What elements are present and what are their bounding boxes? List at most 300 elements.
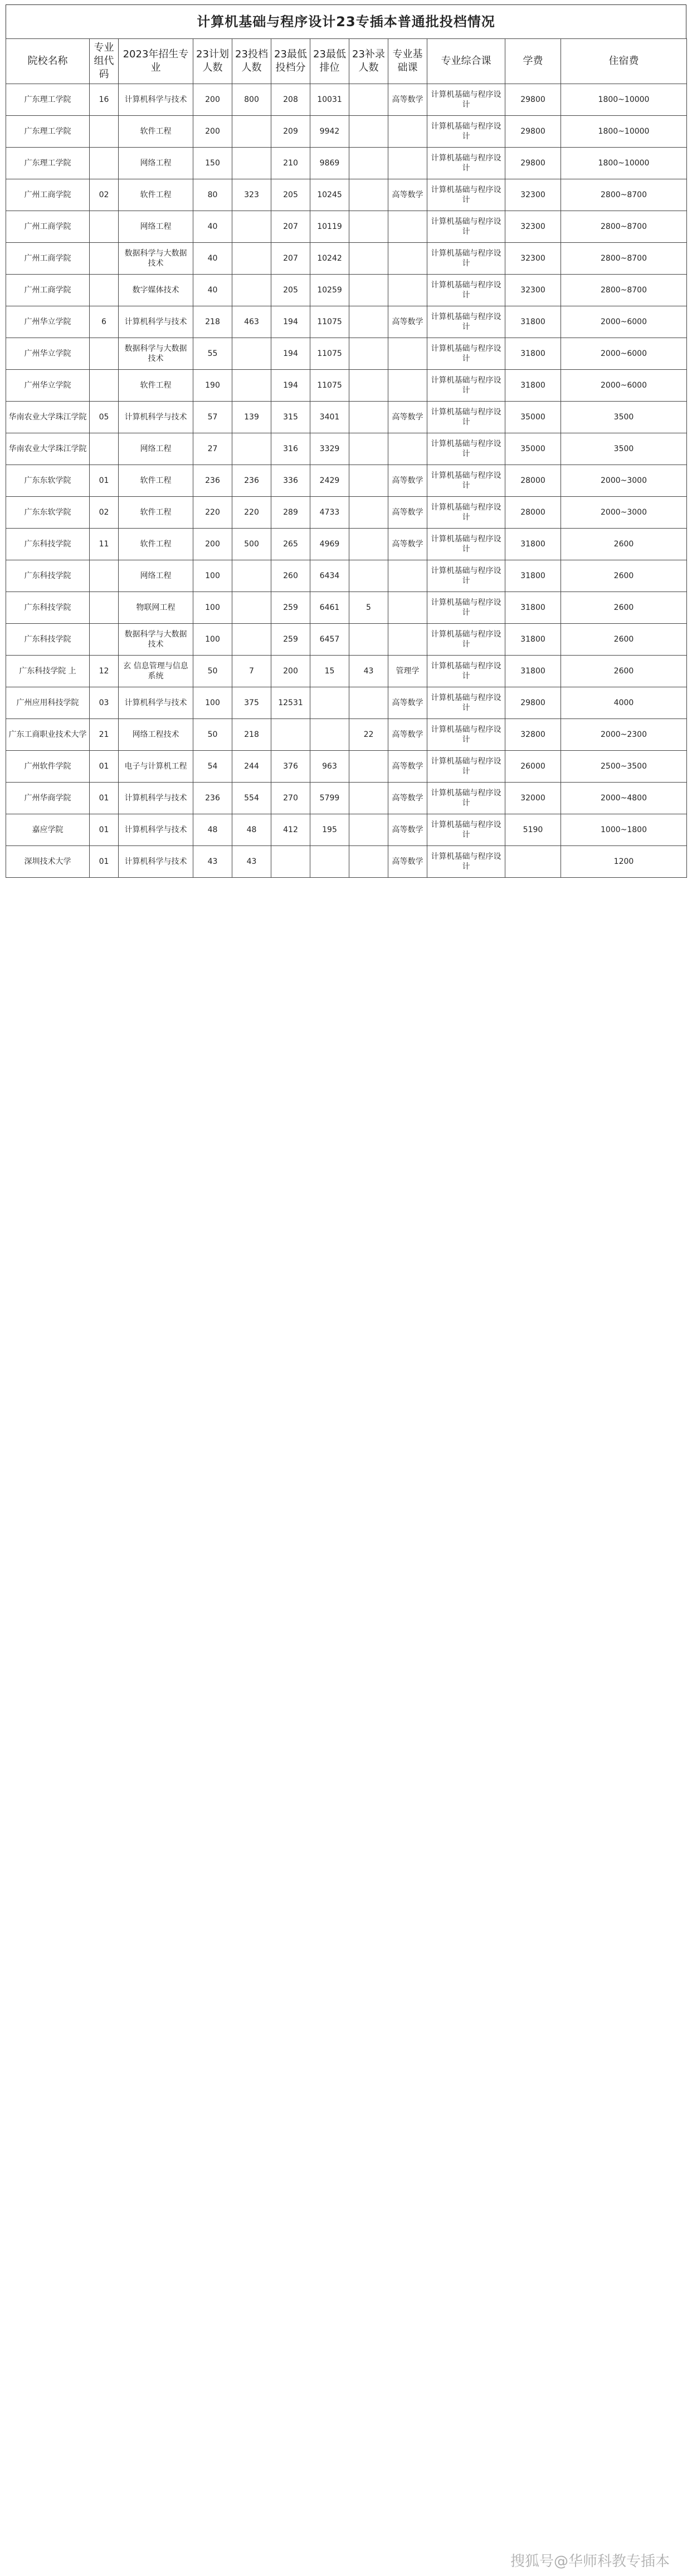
table-cell (310, 719, 349, 751)
table-cell: 高等数学 (388, 84, 427, 116)
table-cell: 48 (193, 814, 232, 846)
table-cell: 54 (193, 751, 232, 783)
table-cell: 软件工程 (119, 179, 193, 211)
table-cell: 12531 (271, 687, 310, 719)
table-cell (90, 116, 119, 148)
table-cell: 31800 (505, 624, 561, 656)
table-cell (232, 624, 271, 656)
table-cell: 6457 (310, 624, 349, 656)
table-row (6, 84, 687, 116)
table-cell: 计算机基础与程序设计 (427, 433, 505, 465)
table-cell: 1800~10000 (561, 148, 687, 179)
table-cell: 26000 (505, 751, 561, 783)
table-cell: 800 (232, 84, 271, 116)
table-cell: 2800~8700 (561, 179, 687, 211)
table-cell (349, 179, 388, 211)
table-cell: 2429 (310, 465, 349, 497)
header-cell: 23补录人数 (349, 39, 388, 84)
table-cell (90, 338, 119, 370)
table-row (6, 783, 687, 814)
table-cell: 21 (90, 719, 119, 751)
watermark: 搜狐号@华师科教专插本 (510, 2553, 670, 2570)
table-cell (505, 846, 561, 878)
table-cell: 209 (271, 116, 310, 148)
table-cell (232, 211, 271, 243)
table-cell: 01 (90, 846, 119, 878)
table-cell (349, 497, 388, 529)
table-row (6, 402, 687, 433)
table-cell (232, 592, 271, 624)
table-cell: 260 (271, 560, 310, 592)
table-cell (349, 370, 388, 402)
table-cell: 2800~8700 (561, 211, 687, 243)
header-cell: 专业综合课 (427, 39, 505, 84)
table-cell: 计算机基础与程序设计 (427, 243, 505, 275)
table-row (6, 687, 687, 719)
table-row (6, 751, 687, 783)
table-cell: 7 (232, 656, 271, 687)
table-cell: 218 (232, 719, 271, 751)
table-cell: 205 (271, 179, 310, 211)
table-row (6, 243, 687, 275)
table-cell (349, 433, 388, 465)
admission-table (6, 38, 687, 878)
table-cell (310, 687, 349, 719)
table-row (6, 148, 687, 179)
table-cell: 广州华商学院 (6, 783, 90, 814)
table-cell: 广东工商职业技术大学 (6, 719, 90, 751)
admission-sheet (6, 4, 686, 878)
table-cell: 35000 (505, 402, 561, 433)
table-cell: 软件工程 (119, 465, 193, 497)
table-cell (388, 370, 427, 402)
table-cell (349, 402, 388, 433)
table-cell: 29800 (505, 84, 561, 116)
table-cell: 计算机基础与程序设计 (427, 84, 505, 116)
table-cell: 375 (232, 687, 271, 719)
table-cell: 31800 (505, 592, 561, 624)
table-cell: 289 (271, 497, 310, 529)
table-cell: 6434 (310, 560, 349, 592)
table-cell: 100 (193, 687, 232, 719)
table-cell: 11075 (310, 306, 349, 338)
table-cell: 高等数学 (388, 687, 427, 719)
table-cell: 32300 (505, 275, 561, 306)
table-cell: 软件工程 (119, 529, 193, 560)
table-cell: 218 (193, 306, 232, 338)
table-cell: 220 (232, 497, 271, 529)
table-cell (232, 275, 271, 306)
table-cell: 190 (193, 370, 232, 402)
table-cell: 29800 (505, 687, 561, 719)
table-row (6, 497, 687, 529)
table-cell: 5 (349, 592, 388, 624)
table-cell: 50 (193, 719, 232, 751)
table-cell: 广东东软学院 (6, 497, 90, 529)
table-cell (349, 560, 388, 592)
table-cell: 220 (193, 497, 232, 529)
table-cell: 管理学 (388, 656, 427, 687)
table-cell: 广东科技学院 (6, 592, 90, 624)
table-cell: 2000~3000 (561, 465, 687, 497)
table-cell: 高等数学 (388, 306, 427, 338)
table-cell (349, 783, 388, 814)
header-cell: 院校名称 (6, 39, 90, 84)
table-cell: 4969 (310, 529, 349, 560)
table-cell: 205 (271, 275, 310, 306)
table-cell (349, 465, 388, 497)
table-cell: 广州应用科技学院 (6, 687, 90, 719)
table-cell: 194 (271, 338, 310, 370)
table-cell (388, 338, 427, 370)
table-cell: 计算机科学与技术 (119, 814, 193, 846)
table-row (6, 370, 687, 402)
table-cell: 物联网工程 (119, 592, 193, 624)
table-cell (232, 370, 271, 402)
table-cell: 57 (193, 402, 232, 433)
table-cell: 31800 (505, 529, 561, 560)
table-cell: 316 (271, 433, 310, 465)
table-cell: 广东理工学院 (6, 148, 90, 179)
table-cell (232, 433, 271, 465)
table-row (6, 814, 687, 846)
table-cell: 计算机科学与技术 (119, 402, 193, 433)
table-cell: 3329 (310, 433, 349, 465)
table-cell (388, 433, 427, 465)
table-cell: 02 (90, 179, 119, 211)
table-cell: 236 (193, 783, 232, 814)
table-cell: 01 (90, 783, 119, 814)
table-cell: 31800 (505, 656, 561, 687)
table-cell: 计算机基础与程序设计 (427, 719, 505, 751)
table-cell (232, 243, 271, 275)
table-cell: 网络工程 (119, 148, 193, 179)
table-cell: 计算机科学与技术 (119, 783, 193, 814)
table-cell: 计算机基础与程序设计 (427, 179, 505, 211)
table-cell: 2600 (561, 529, 687, 560)
table-row (6, 560, 687, 592)
table-cell: 315 (271, 402, 310, 433)
table-cell (388, 560, 427, 592)
table-cell: 2000~6000 (561, 306, 687, 338)
table-cell: 207 (271, 243, 310, 275)
table-cell: 高等数学 (388, 846, 427, 878)
header-cell: 23投档人数 (232, 39, 271, 84)
table-cell: 数据科学与大数据技术 (119, 624, 193, 656)
table-cell: 139 (232, 402, 271, 433)
table-cell: 32000 (505, 783, 561, 814)
table-cell (388, 116, 427, 148)
table-cell: 计算机基础与程序设计 (427, 624, 505, 656)
table-cell: 963 (310, 751, 349, 783)
table-cell: 236 (232, 465, 271, 497)
table-cell: 网络工程技术 (119, 719, 193, 751)
table-cell: 463 (232, 306, 271, 338)
table-cell (349, 211, 388, 243)
table-cell: 01 (90, 751, 119, 783)
table-cell: 2000~3000 (561, 497, 687, 529)
table-row (6, 338, 687, 370)
table-cell: 43 (349, 656, 388, 687)
table-cell: 计算机基础与程序设计 (427, 783, 505, 814)
table-cell: 计算机基础与程序设计 (427, 529, 505, 560)
table-cell: 3500 (561, 402, 687, 433)
table-cell: 高等数学 (388, 529, 427, 560)
table-cell: 5799 (310, 783, 349, 814)
table-row (6, 846, 687, 878)
table-cell: 16 (90, 84, 119, 116)
table-cell (388, 275, 427, 306)
table-cell (349, 814, 388, 846)
table-cell: 43 (193, 846, 232, 878)
table-cell (90, 148, 119, 179)
table-cell: 12 (90, 656, 119, 687)
table-cell: 35000 (505, 433, 561, 465)
table-cell: 270 (271, 783, 310, 814)
table-cell: 10242 (310, 243, 349, 275)
header-cell: 2023年招生专业 (119, 39, 193, 84)
table-cell (90, 370, 119, 402)
table-cell: 数据科学与大数据技术 (119, 243, 193, 275)
table-cell: 11075 (310, 370, 349, 402)
table-cell: 40 (193, 243, 232, 275)
table-cell: 高等数学 (388, 751, 427, 783)
table-cell (232, 116, 271, 148)
table-cell: 10259 (310, 275, 349, 306)
table-cell (388, 624, 427, 656)
table-cell (232, 560, 271, 592)
table-cell: 华南农业大学珠江学院 (6, 402, 90, 433)
table-cell (388, 592, 427, 624)
table-cell: 高等数学 (388, 402, 427, 433)
table-cell: 软件工程 (119, 116, 193, 148)
table-cell: 广州工商学院 (6, 179, 90, 211)
table-cell: 计算机科学与技术 (119, 846, 193, 878)
table-cell: 40 (193, 275, 232, 306)
table-cell: 194 (271, 306, 310, 338)
table-cell: 1200 (561, 846, 687, 878)
table-cell: 广州软件学院 (6, 751, 90, 783)
table-cell: 27 (193, 433, 232, 465)
table-cell: 195 (310, 814, 349, 846)
table-cell (388, 211, 427, 243)
table-cell: 计算机基础与程序设计 (427, 592, 505, 624)
table-cell: 150 (193, 148, 232, 179)
table-cell: 6 (90, 306, 119, 338)
table-row (6, 719, 687, 751)
table-cell: 9869 (310, 148, 349, 179)
table-cell: 高等数学 (388, 814, 427, 846)
table-cell: 210 (271, 148, 310, 179)
table-cell: 200 (193, 529, 232, 560)
table-cell: 广州工商学院 (6, 275, 90, 306)
table-cell: 计算机科学与技术 (119, 306, 193, 338)
table-cell: 259 (271, 624, 310, 656)
table-cell: 2000~4800 (561, 783, 687, 814)
table-cell: 广州工商学院 (6, 243, 90, 275)
table-cell: 2600 (561, 656, 687, 687)
table-row (6, 116, 687, 148)
table-cell: 2600 (561, 560, 687, 592)
table-cell: 200 (193, 116, 232, 148)
table-cell (388, 148, 427, 179)
table-cell: 计算机基础与程序设计 (427, 846, 505, 878)
table-cell (349, 751, 388, 783)
header-cell: 专业组代码 (90, 39, 119, 84)
table-cell: 31800 (505, 338, 561, 370)
table-cell: 32300 (505, 243, 561, 275)
table-cell: 43 (232, 846, 271, 878)
table-row (6, 592, 687, 624)
table-cell: 10119 (310, 211, 349, 243)
table-cell: 广州华立学院 (6, 306, 90, 338)
table-row (6, 179, 687, 211)
table-cell: 2800~8700 (561, 243, 687, 275)
header-cell: 学费 (505, 39, 561, 84)
table-cell (349, 529, 388, 560)
table-cell: 336 (271, 465, 310, 497)
table-cell: 广州工商学院 (6, 211, 90, 243)
table-row (6, 275, 687, 306)
table-row (6, 529, 687, 560)
table-cell: 数据科学与大数据技术 (119, 338, 193, 370)
table-cell: 高等数学 (388, 719, 427, 751)
table-cell: 网络工程 (119, 211, 193, 243)
table-cell: 02 (90, 497, 119, 529)
table-cell: 2000~2300 (561, 719, 687, 751)
table-cell: 玄 信息管理与信息系统 (119, 656, 193, 687)
table-cell: 计算机基础与程序设计 (427, 148, 505, 179)
table-cell: 计算机基础与程序设计 (427, 370, 505, 402)
table-cell: 高等数学 (388, 179, 427, 211)
table-cell: 4000 (561, 687, 687, 719)
table-cell: 数字媒体技术 (119, 275, 193, 306)
table-cell: 深圳技术大学 (6, 846, 90, 878)
table-cell (90, 560, 119, 592)
table-cell: 广州华立学院 (6, 370, 90, 402)
table-cell: 计算机基础与程序设计 (427, 306, 505, 338)
table-cell: 40 (193, 211, 232, 243)
table-cell: 194 (271, 370, 310, 402)
table-row (6, 656, 687, 687)
table-cell: 高等数学 (388, 497, 427, 529)
table-cell: 376 (271, 751, 310, 783)
table-cell: 计算机基础与程序设计 (427, 497, 505, 529)
table-cell (232, 148, 271, 179)
table-cell: 2600 (561, 624, 687, 656)
table-cell: 3500 (561, 433, 687, 465)
table-cell: 10245 (310, 179, 349, 211)
table-cell: 80 (193, 179, 232, 211)
table-cell: 200 (193, 84, 232, 116)
table-cell (90, 433, 119, 465)
table-cell: 100 (193, 592, 232, 624)
table-cell: 3401 (310, 402, 349, 433)
table-cell: 电子与计算机工程 (119, 751, 193, 783)
table-row (6, 433, 687, 465)
table-cell (349, 306, 388, 338)
table-cell: 华南农业大学珠江学院 (6, 433, 90, 465)
table-cell: 48 (232, 814, 271, 846)
table-cell (90, 275, 119, 306)
table-cell: 9942 (310, 116, 349, 148)
table-cell: 广东科技学院 上 (6, 656, 90, 687)
table-cell: 28000 (505, 497, 561, 529)
table-cell: 软件工程 (119, 497, 193, 529)
table-cell: 01 (90, 814, 119, 846)
table-row (6, 211, 687, 243)
table-cell: 50 (193, 656, 232, 687)
table-cell: 广东科技学院 (6, 529, 90, 560)
table-cell: 236 (193, 465, 232, 497)
table-cell (388, 243, 427, 275)
table-cell: 05 (90, 402, 119, 433)
header-cell: 23最低排位 (310, 39, 349, 84)
table-cell (349, 846, 388, 878)
table-cell: 计算机基础与程序设计 (427, 402, 505, 433)
table-cell: 554 (232, 783, 271, 814)
table-cell: 323 (232, 179, 271, 211)
table-cell: 计算机基础与程序设计 (427, 211, 505, 243)
table-cell: 2800~8700 (561, 275, 687, 306)
table-cell: 计算机科学与技术 (119, 84, 193, 116)
table-cell: 计算机科学与技术 (119, 687, 193, 719)
table-cell: 29800 (505, 116, 561, 148)
table-cell: 100 (193, 624, 232, 656)
table-cell: 01 (90, 465, 119, 497)
table-cell: 03 (90, 687, 119, 719)
table-cell: 1800~10000 (561, 116, 687, 148)
table-cell: 31800 (505, 560, 561, 592)
header-cell: 专业基础课 (388, 39, 427, 84)
table-cell: 55 (193, 338, 232, 370)
table-cell: 广东理工学院 (6, 84, 90, 116)
table-cell: 计算机基础与程序设计 (427, 338, 505, 370)
table-cell (349, 687, 388, 719)
table-cell: 广东东软学院 (6, 465, 90, 497)
table-cell (90, 211, 119, 243)
table-row (6, 465, 687, 497)
table-cell (349, 84, 388, 116)
table-cell: 计算机基础与程序设计 (427, 275, 505, 306)
table-cell (271, 719, 310, 751)
table-cell: 259 (271, 592, 310, 624)
table-body (6, 84, 687, 878)
table-cell: 2500~3500 (561, 751, 687, 783)
table-cell: 10031 (310, 84, 349, 116)
table-cell: 22 (349, 719, 388, 751)
table-cell: 广州华立学院 (6, 338, 90, 370)
table-cell: 5190 (505, 814, 561, 846)
sheet-title: 计算机基础与程序设计23专插本普通批投档情况 (6, 4, 686, 38)
table-cell: 计算机基础与程序设计 (427, 465, 505, 497)
table-row (6, 624, 687, 656)
table-cell: 28000 (505, 465, 561, 497)
header-row (6, 39, 687, 84)
table-cell: 计算机基础与程序设计 (427, 116, 505, 148)
table-cell (90, 243, 119, 275)
table-cell (349, 243, 388, 275)
table-cell (232, 338, 271, 370)
header-cell: 住宿费 (561, 39, 687, 84)
table-cell: 软件工程 (119, 370, 193, 402)
table-cell (349, 338, 388, 370)
table-cell: 32300 (505, 179, 561, 211)
table-cell: 207 (271, 211, 310, 243)
table-cell (310, 846, 349, 878)
table-cell: 6461 (310, 592, 349, 624)
table-cell: 208 (271, 84, 310, 116)
